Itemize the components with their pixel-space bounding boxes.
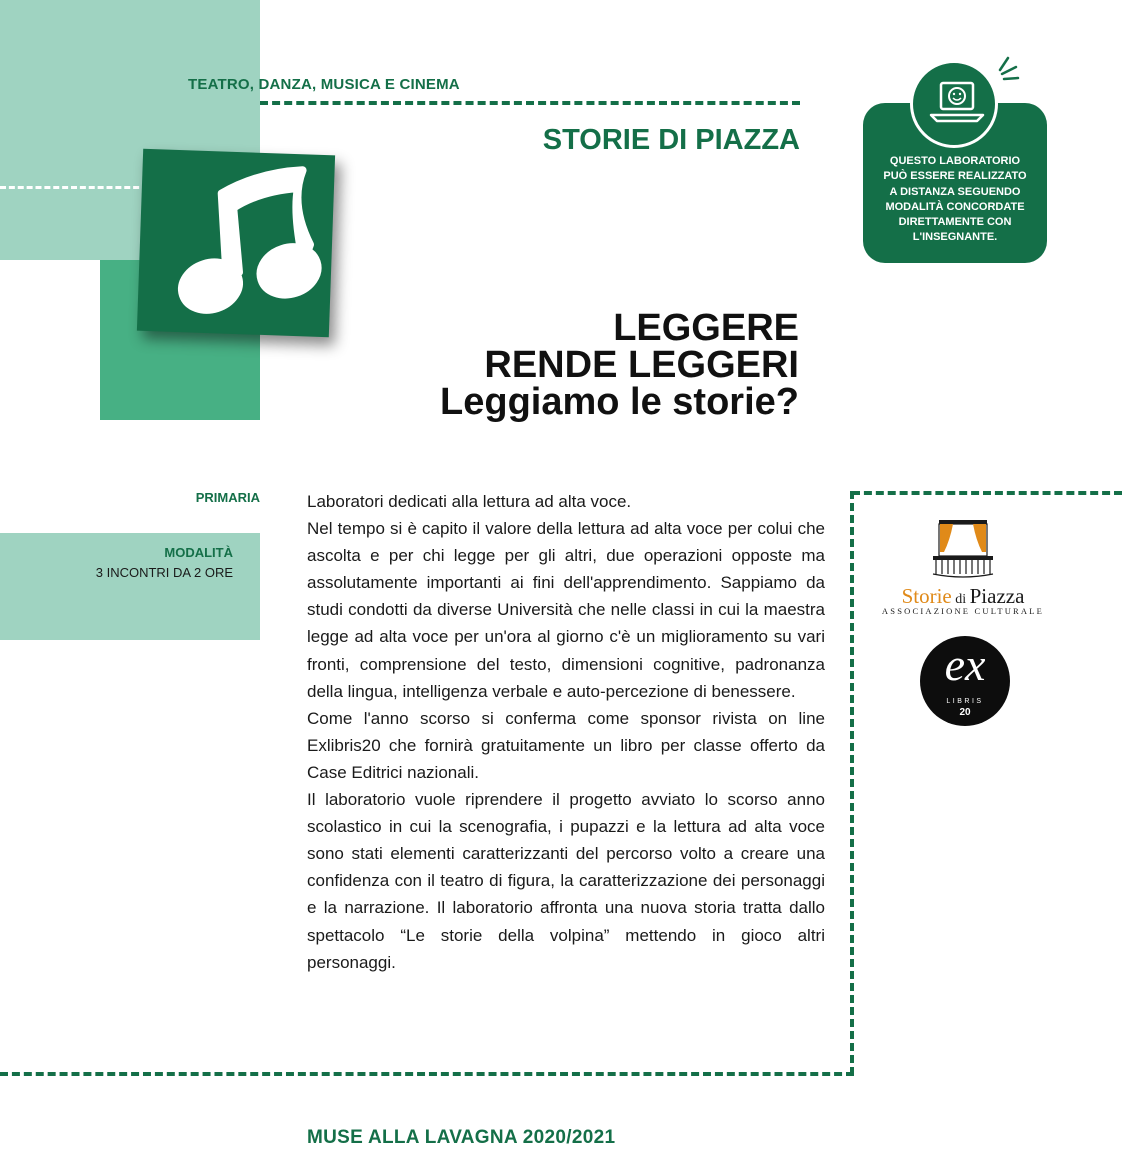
remote-line: A DISTANZA SEGUENDO [889,185,1021,198]
school-level: PRIMARIA [195,490,260,505]
wordmark-part: Piazza [969,584,1025,608]
remote-line: QUESTO LABORATORIO [889,155,1021,167]
title-line: LEGGERE [613,307,799,349]
exlibris-logo-number: 20 [959,707,971,718]
frame-dashed-bottom [0,1072,854,1076]
category-label: TEATRO, DANZA, MUSICA E CINEMA [188,76,460,93]
title-line: Leggiamo le storie? [440,381,799,423]
remote-line: L'INSEGNANTE. [912,231,998,244]
main-title [340,307,799,423]
remote-badge-text [870,154,1040,246]
section-title: STORIE DI PIAZZA [542,124,800,156]
decor-white-dash [0,186,148,189]
exlibris-logo-libris: LIBRIS [946,698,984,705]
wordmark-part: Storie [901,584,952,608]
wordmark-part: di [951,592,970,607]
remote-line: DIRETTAMENTE CON [898,216,1012,229]
mode-value: 3 INCONTRI DA 2 ORE [95,565,233,580]
header-dashed-rule [260,101,800,105]
storie-di-piazza-subtitle: ASSOCIAZIONE CULTURALE [881,606,1045,616]
paragraph: Laboratori dedicati alla lettura ad alta voce. [307,492,632,511]
paragraph: Come l'anno scorso si conferma come sponsor rivista on line Exlibris20 che fornirà gratuitamente un libro per classe offerto da Case Editrici nazionali. [307,708,825,782]
mode-label: MODALITÀ [164,545,233,560]
frame-dashed-right [850,491,854,1075]
paragraph: Il laboratorio vuole riprendere il progetto avviato lo scorso anno scolastico in cui la scenografia, i pupazzi e la lettura ad alta voce sono stati elementi caratterizzanti del percorso volto a creare una confidenza con il teatro di figura, la caratterizzazione dei personaggi e la narrazione. Il laboratorio affronta una nuova storia tratta dallo spettacolo “Le storie della volpina” mettendo in gioco altri personaggi. [307,790,825,972]
exlibris-logo-ex: ex [944,639,986,690]
frame-dashed-top [852,491,1122,495]
laptop-smiley-icon [910,60,998,148]
title-line: RENDE LEGGERI [484,344,799,386]
paragraph: Nel tempo si è capito il valore della lettura ad alta voce per colui che ascolta e per chi legge per gli altri, due operazioni opposte ma assolutamente importanti ai fini dell'apprendimento. Sappiamo da studi condotti da diverse Università che nelle classi in cui la maestra legge ad alta voce per un'ora al giorno c'è un miglioramento su vari fronti, comprensione del testo, dimensioni cognitive, padronanza della lingua, intelligenza verbale e auto-percezione di benessere. [307,519,825,701]
music-tile [137,149,335,338]
footer-title: MUSE ALLA LAVAGNA 2020/2021 [307,1127,616,1148]
music-note-icon [137,149,335,338]
description-text [307,488,825,976]
remote-line: MODALITÀ CONCORDATE [885,200,1025,213]
remote-line: PUÒ ESSERE REALIZZATO [883,170,1027,183]
sparkle-rays-icon [996,54,1026,84]
